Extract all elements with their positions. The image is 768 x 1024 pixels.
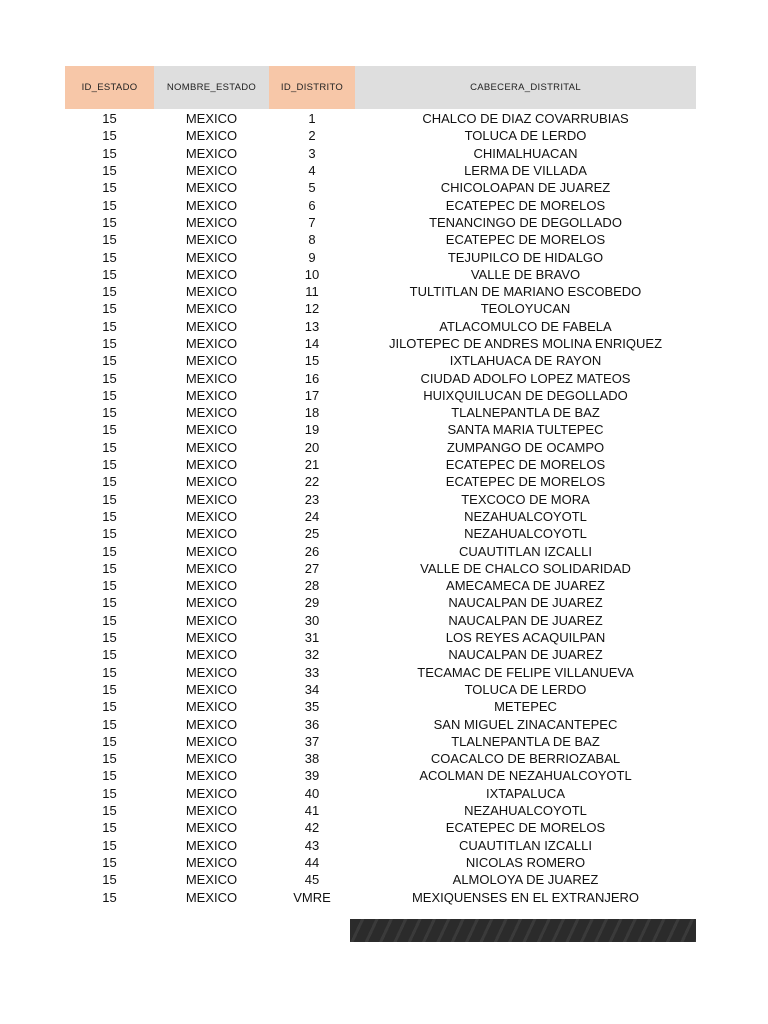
cell-id-distrito: 14 <box>304 336 320 351</box>
cell-id-distrito: 30 <box>304 612 320 628</box>
cell-id-distrito: 43 <box>304 837 320 853</box>
table-row <box>65 179 696 196</box>
cell-nombre-estado: MEXICO <box>185 526 238 542</box>
table-row <box>65 456 696 473</box>
cell-nombre-estado: MEXICO <box>185 439 238 455</box>
cell-id-estado: 15 <box>102 180 117 196</box>
table-row <box>65 802 696 819</box>
cell-cabecera-distrital: TECAMAC DE FELIPE VILLANUEVA <box>417 664 634 680</box>
cell-nombre-estado: MEXICO <box>185 872 238 888</box>
cell-cabecera-distrital: ATLACOMULCO DE FABELA <box>439 318 612 334</box>
cell-nombre-estado: MEXICO <box>185 457 238 473</box>
cell-nombre-estado: MEXICO <box>185 543 238 559</box>
cell-cabecera-distrital: LOS REYES ACAQUILPAN <box>445 630 606 646</box>
cell-id-estado: 15 <box>102 370 117 386</box>
header-id-distrito: ID_DISTRITO <box>269 66 355 109</box>
header-cabecera-distrital: CABECERA_DISTRITAL <box>355 66 696 109</box>
cell-id-estado: 15 <box>102 630 117 646</box>
cell-id-distrito: 8 <box>308 232 316 248</box>
cell-cabecera-distrital: IXTLAHUACA DE RAYON <box>449 353 602 369</box>
table-row <box>65 819 696 836</box>
cell-id-distrito: 26 <box>304 543 320 559</box>
cell-nombre-estado: MEXICO <box>185 508 238 524</box>
cell-id-distrito: 10 <box>304 266 320 282</box>
table-row <box>65 110 696 127</box>
cell-nombre-estado: MEXICO <box>185 820 238 836</box>
table-row <box>65 439 696 456</box>
cell-nombre-estado: MEXICO <box>185 716 238 732</box>
cell-id-estado: 15 <box>102 526 117 542</box>
cell-id-estado: 15 <box>102 284 117 300</box>
cell-id-distrito: 21 <box>304 457 320 473</box>
cell-nombre-estado: MEXICO <box>185 664 238 680</box>
cell-nombre-estado: MEXICO <box>185 578 238 594</box>
cell-nombre-estado: MEXICO <box>185 370 238 386</box>
cell-id-estado: 15 <box>102 785 117 801</box>
cell-id-distrito: 31 <box>304 630 320 646</box>
cell-cabecera-distrital: TOLUCA DE LERDO <box>464 681 587 697</box>
cell-nombre-estado: MEXICO <box>185 284 238 300</box>
table-row <box>65 594 696 611</box>
cell-cabecera-distrital: VALLE DE CHALCO SOLIDARIDAD <box>420 560 631 576</box>
table-row <box>65 214 696 231</box>
cell-id-distrito: 19 <box>304 422 320 438</box>
table-row <box>65 681 696 698</box>
cell-id-estado: 15 <box>102 249 117 265</box>
cell-id-estado: 15 <box>102 508 117 524</box>
cell-id-distrito: 5 <box>308 180 316 196</box>
cell-id-estado: 15 <box>102 578 117 594</box>
cell-cabecera-distrital: COACALCO DE BERRIOZABAL <box>430 751 621 767</box>
cell-nombre-estado: MEXICO <box>185 318 238 334</box>
cell-nombre-estado: MEXICO <box>185 336 238 351</box>
table-row <box>65 542 696 559</box>
cell-id-distrito: 29 <box>304 595 320 611</box>
district-table <box>65 66 696 906</box>
cell-id-estado: 15 <box>102 751 117 767</box>
cell-cabecera-distrital: TEOLOYUCAN <box>480 301 571 317</box>
cell-nombre-estado: MEXICO <box>185 803 238 819</box>
cell-id-estado: 15 <box>102 111 117 127</box>
cell-cabecera-distrital: JILOTEPEC DE ANDRES MOLINA ENRIQUEZ <box>388 336 663 351</box>
cell-id-estado: 15 <box>102 733 117 749</box>
cell-id-distrito: 25 <box>304 526 320 542</box>
cell-cabecera-distrital: CUAUTITLAN IZCALLI <box>459 837 592 853</box>
header-nombre-estado: NOMBRE_ESTADO <box>154 66 269 109</box>
cell-cabecera-distrital: CHICOLOAPAN DE JUAREZ <box>440 180 611 196</box>
cell-id-distrito: 45 <box>304 872 320 888</box>
cell-cabecera-distrital: TEXCOCO DE MORA <box>461 491 590 507</box>
cell-cabecera-distrital: NEZAHUALCOYOTL <box>464 508 587 524</box>
cell-cabecera-distrital: ECATEPEC DE MORELOS <box>445 820 606 836</box>
cell-nombre-estado: MEXICO <box>185 751 238 767</box>
table-row <box>65 664 696 681</box>
table-row <box>65 196 696 213</box>
cell-cabecera-distrital: NAUCALPAN DE JUAREZ <box>448 595 603 611</box>
cell-nombre-estado: MEXICO <box>185 197 238 213</box>
cell-nombre-estado: MEXICO <box>185 163 238 179</box>
table-row <box>65 300 696 317</box>
cell-id-distrito: 22 <box>304 474 320 490</box>
table-row <box>65 525 696 542</box>
cell-cabecera-distrital: NAUCALPAN DE JUAREZ <box>448 647 603 663</box>
cell-id-estado: 15 <box>102 457 117 473</box>
cell-nombre-estado: MEXICO <box>185 854 238 870</box>
cell-id-distrito: 15 <box>304 353 320 369</box>
cell-nombre-estado: MEXICO <box>185 128 238 144</box>
cell-nombre-estado: MEXICO <box>185 422 238 438</box>
cell-id-estado: 15 <box>102 889 117 905</box>
cell-cabecera-distrital: ECATEPEC DE MORELOS <box>445 197 606 213</box>
cell-id-estado: 15 <box>102 405 117 421</box>
cell-id-estado: 15 <box>102 664 117 680</box>
cell-id-estado: 15 <box>102 543 117 559</box>
cell-id-distrito: 23 <box>304 491 320 507</box>
cell-id-estado: 15 <box>102 422 117 438</box>
cell-nombre-estado: MEXICO <box>185 699 238 715</box>
cell-id-distrito: 3 <box>308 145 316 161</box>
cell-cabecera-distrital: HUIXQUILUCAN DE DEGOLLADO <box>423 387 628 403</box>
table-row <box>65 369 696 386</box>
cell-cabecera-distrital: TLALNEPANTLA DE BAZ <box>451 733 600 749</box>
cell-cabecera-distrital: METEPEC <box>494 699 557 715</box>
cell-id-distrito: 12 <box>304 301 320 317</box>
cell-nombre-estado: MEXICO <box>185 889 238 905</box>
cell-id-estado: 15 <box>102 820 117 836</box>
cell-nombre-estado: MEXICO <box>185 145 238 161</box>
table-row <box>65 560 696 577</box>
cell-id-estado: 15 <box>102 301 117 317</box>
cell-id-estado: 15 <box>102 318 117 334</box>
cell-nombre-estado: MEXICO <box>185 681 238 697</box>
cell-nombre-estado: MEXICO <box>185 214 238 230</box>
cell-cabecera-distrital: NICOLAS ROMERO <box>465 854 586 870</box>
cell-nombre-estado: MEXICO <box>185 111 238 127</box>
cell-id-estado: 15 <box>102 716 117 732</box>
cell-id-distrito: VMRE <box>293 889 331 905</box>
cell-id-distrito: 40 <box>304 785 320 801</box>
cell-cabecera-distrital: NEZAHUALCOYOTL <box>464 803 587 819</box>
table-row <box>65 698 696 715</box>
cell-id-distrito: 6 <box>308 197 316 213</box>
cell-cabecera-distrital: SANTA MARIA TULTEPEC <box>447 422 604 438</box>
table-row <box>65 646 696 663</box>
cell-cabecera-distrital: AMECAMECA DE JUAREZ <box>446 578 605 594</box>
cell-id-estado: 15 <box>102 214 117 230</box>
table-row <box>65 612 696 629</box>
cell-nombre-estado: MEXICO <box>185 180 238 196</box>
cell-nombre-estado: MEXICO <box>185 733 238 749</box>
cell-id-estado: 15 <box>102 803 117 819</box>
table-row <box>65 162 696 179</box>
cell-id-distrito: 37 <box>304 733 320 749</box>
cell-id-estado: 15 <box>102 872 117 888</box>
cell-id-estado: 15 <box>102 145 117 161</box>
cell-nombre-estado: MEXICO <box>185 266 238 282</box>
table-row <box>65 785 696 802</box>
cell-id-distrito: 39 <box>304 768 320 784</box>
cell-id-distrito: 16 <box>304 370 320 386</box>
table-row <box>65 318 696 335</box>
cell-id-distrito: 13 <box>304 318 320 334</box>
cell-id-estado: 15 <box>102 387 117 403</box>
table-row <box>65 231 696 248</box>
cell-nombre-estado: MEXICO <box>185 491 238 507</box>
table-row <box>65 854 696 871</box>
cell-nombre-estado: MEXICO <box>185 405 238 421</box>
table-row <box>65 145 696 162</box>
cell-cabecera-distrital: TLALNEPANTLA DE BAZ <box>451 405 600 421</box>
table-header <box>65 66 696 109</box>
cell-id-distrito: 42 <box>304 820 320 836</box>
table-row <box>65 491 696 508</box>
cell-id-estado: 15 <box>102 128 117 144</box>
table-row <box>65 248 696 265</box>
cell-cabecera-distrital: TEJUPILCO DE HIDALGO <box>447 249 604 265</box>
cell-id-estado: 15 <box>102 647 117 663</box>
cell-id-distrito: 18 <box>304 405 320 421</box>
cell-nombre-estado: MEXICO <box>185 768 238 784</box>
cell-cabecera-distrital: ECATEPEC DE MORELOS <box>445 457 606 473</box>
cell-id-distrito: 4 <box>308 163 316 179</box>
cell-id-estado: 15 <box>102 336 117 351</box>
cell-nombre-estado: MEXICO <box>185 837 238 853</box>
cell-id-distrito: 20 <box>304 439 320 455</box>
cell-id-estado: 15 <box>102 768 117 784</box>
table-row <box>65 387 696 404</box>
cell-nombre-estado: MEXICO <box>185 387 238 403</box>
cell-nombre-estado: MEXICO <box>185 595 238 611</box>
cell-id-distrito: 33 <box>304 664 320 680</box>
table-row <box>65 629 696 646</box>
cell-id-estado: 15 <box>102 837 117 853</box>
table-row <box>65 421 696 438</box>
cell-cabecera-distrital: ACOLMAN DE NEZAHUALCOYOTL <box>419 768 632 784</box>
cell-id-estado: 15 <box>102 232 117 248</box>
cell-cabecera-distrital: VALLE DE BRAVO <box>470 266 581 282</box>
cell-id-distrito: 2 <box>308 128 316 144</box>
table-row <box>65 871 696 888</box>
cell-nombre-estado: MEXICO <box>185 249 238 265</box>
footer-decorative-bar <box>350 919 696 942</box>
cell-cabecera-distrital: TULTITLAN DE MARIANO ESCOBEDO <box>409 284 642 300</box>
table-row <box>65 352 696 369</box>
cell-nombre-estado: MEXICO <box>185 232 238 248</box>
table-row <box>65 266 696 283</box>
cell-id-estado: 15 <box>102 491 117 507</box>
cell-id-estado: 15 <box>102 612 117 628</box>
cell-cabecera-distrital: CHIMALHUACAN <box>473 145 578 161</box>
table-row <box>65 404 696 421</box>
table-row <box>65 335 696 352</box>
table-row <box>65 283 696 300</box>
cell-id-distrito: 24 <box>304 508 320 524</box>
cell-id-estado: 15 <box>102 854 117 870</box>
cell-cabecera-distrital: CUAUTITLAN IZCALLI <box>459 543 592 559</box>
cell-id-distrito: 34 <box>304 681 320 697</box>
cell-nombre-estado: MEXICO <box>185 301 238 317</box>
cell-id-distrito: 11 <box>305 284 319 300</box>
cell-id-estado: 15 <box>102 474 117 490</box>
cell-id-estado: 15 <box>102 353 117 369</box>
cell-id-distrito: 9 <box>308 249 316 265</box>
cell-cabecera-distrital: TOLUCA DE LERDO <box>464 128 587 144</box>
cell-id-estado: 15 <box>102 560 117 576</box>
cell-id-estado: 15 <box>102 439 117 455</box>
table-row <box>65 715 696 732</box>
cell-id-distrito: 32 <box>304 647 320 663</box>
cell-cabecera-distrital: ECATEPEC DE MORELOS <box>445 232 606 248</box>
table-row <box>65 473 696 490</box>
cell-cabecera-distrital: SAN MIGUEL ZINACANTEPEC <box>433 716 618 732</box>
cell-nombre-estado: MEXICO <box>185 353 238 369</box>
table-row <box>65 577 696 594</box>
cell-id-estado: 15 <box>102 681 117 697</box>
cell-cabecera-distrital: ALMOLOYA DE JUAREZ <box>452 872 599 888</box>
cell-id-distrito: 17 <box>304 387 320 403</box>
cell-nombre-estado: MEXICO <box>185 474 238 490</box>
cell-id-distrito: 38 <box>304 751 320 767</box>
cell-nombre-estado: MEXICO <box>185 630 238 646</box>
table-body <box>65 110 696 906</box>
cell-cabecera-distrital: IXTAPALUCA <box>486 785 565 801</box>
cell-id-distrito: 44 <box>304 854 320 870</box>
table-row <box>65 767 696 784</box>
cell-id-distrito: 41 <box>304 803 320 819</box>
cell-cabecera-distrital: CIUDAD ADOLFO LOPEZ MATEOS <box>420 370 631 386</box>
table-row <box>65 733 696 750</box>
cell-cabecera-distrital: ZUMPANGO DE OCAMPO <box>446 439 605 455</box>
cell-cabecera-distrital: CHALCO DE DIAZ COVARRUBIAS <box>422 111 629 127</box>
table-row <box>65 127 696 144</box>
table-row <box>65 750 696 767</box>
cell-cabecera-distrital: MEXIQUENSES EN EL EXTRANJERO <box>411 889 640 905</box>
cell-nombre-estado: MEXICO <box>185 785 238 801</box>
cell-id-estado: 15 <box>102 163 117 179</box>
cell-id-distrito: 27 <box>304 560 320 576</box>
cell-id-distrito: 28 <box>304 578 320 594</box>
cell-nombre-estado: MEXICO <box>185 612 238 628</box>
cell-id-estado: 15 <box>102 595 117 611</box>
cell-id-distrito: 7 <box>308 214 316 230</box>
table-row <box>65 836 696 853</box>
cell-cabecera-distrital: LERMA DE VILLADA <box>464 163 587 179</box>
cell-cabecera-distrital: NEZAHUALCOYOTL <box>464 526 587 542</box>
table-row <box>65 888 696 905</box>
cell-nombre-estado: MEXICO <box>185 647 238 663</box>
cell-id-distrito: 35 <box>304 699 320 715</box>
cell-id-distrito: 36 <box>304 716 320 732</box>
table-row <box>65 508 696 525</box>
cell-id-estado: 15 <box>102 197 117 213</box>
cell-cabecera-distrital: TENANCINGO DE DEGOLLADO <box>429 214 622 230</box>
cell-id-distrito: 1 <box>308 111 316 127</box>
cell-id-estado: 15 <box>102 699 117 715</box>
cell-id-estado: 15 <box>102 266 117 282</box>
cell-nombre-estado: MEXICO <box>185 560 238 576</box>
cell-cabecera-distrital: ECATEPEC DE MORELOS <box>445 474 606 490</box>
cell-cabecera-distrital: NAUCALPAN DE JUAREZ <box>448 612 603 628</box>
header-id-estado: ID_ESTADO <box>65 66 154 109</box>
